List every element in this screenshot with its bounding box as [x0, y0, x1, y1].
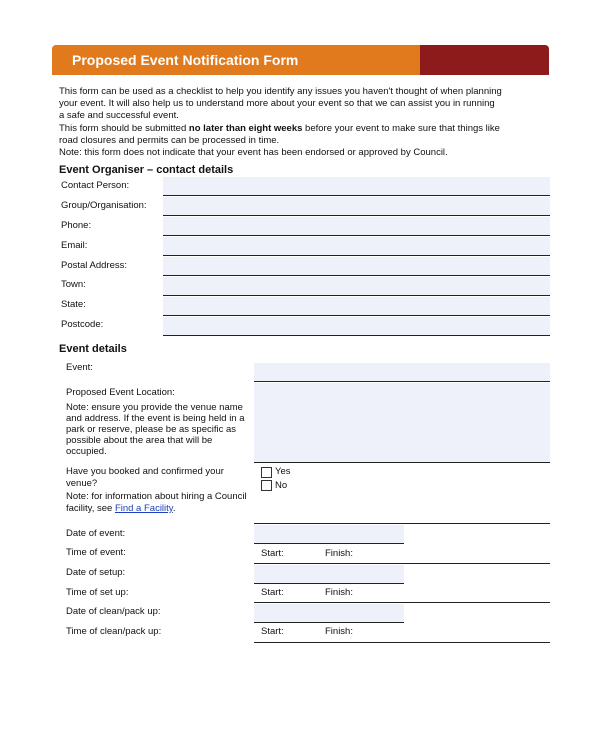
- location-note: occupied.: [66, 446, 107, 457]
- booked-note-text: .: [172, 503, 176, 514]
- label-postal: Postal Address:: [61, 260, 128, 271]
- label-postcode: Postcode:: [61, 319, 104, 330]
- location-note: and address. If the event is being held in a: [66, 413, 245, 424]
- location-note: possible about the area that will be: [66, 435, 213, 446]
- group-organisation-field[interactable]: [163, 197, 550, 216]
- label-date-of-event: Date of event:: [66, 528, 126, 539]
- booked-note-text: facility, see: [66, 503, 115, 514]
- date-of-cleanup-field[interactable]: [254, 604, 404, 623]
- town-field[interactable]: [163, 277, 550, 296]
- label-email: Email:: [61, 240, 88, 251]
- section-title-event-details: Event details: [59, 343, 127, 355]
- label-booked: Have you booked and confirmed your: [66, 466, 224, 477]
- booked-note: [66, 503, 175, 515]
- label-state: State:: [61, 299, 86, 310]
- yes-label: Yes: [275, 466, 291, 477]
- phone-field[interactable]: [163, 217, 550, 236]
- header-banner: [52, 45, 549, 75]
- venue-booking-row: [254, 506, 550, 524]
- label-time-of-event: Time of event:: [66, 547, 126, 558]
- label-date-of-setup: Date of setup:: [66, 567, 126, 578]
- intro-line: [59, 123, 539, 135]
- date-of-event-field[interactable]: [254, 525, 404, 544]
- label-phone: Phone:: [61, 220, 92, 231]
- intro-text-segment: This form should be submitted: [59, 122, 189, 134]
- time-of-cleanup-start-input[interactable]: [289, 624, 319, 643]
- location-note: park or reserve, please be as specific as: [66, 424, 237, 435]
- label-location: Proposed Event Location:: [66, 387, 175, 398]
- email-field[interactable]: [163, 237, 550, 256]
- time-of-setup-finish-input[interactable]: [357, 584, 550, 603]
- event-location-field[interactable]: [254, 383, 550, 463]
- no-label: No: [275, 480, 288, 491]
- finish-label: Finish:: [325, 548, 353, 559]
- intro-line: This form can be used as a checklist to help you identify any issues you haven't thought of when planning: [59, 86, 502, 97]
- intro-line: a safe and successful event.: [59, 110, 179, 122]
- booked-note: Note: for information about hiring a Council: [66, 491, 247, 502]
- location-note: Note: ensure you provide the venue name: [66, 402, 243, 413]
- time-of-cleanup-finish-input[interactable]: [357, 624, 550, 643]
- finish-label: Finish:: [325, 587, 353, 598]
- label-event: Event:: [66, 362, 93, 373]
- banner-red-block: [420, 45, 549, 75]
- time-of-setup-start-input[interactable]: [289, 584, 319, 603]
- event-field[interactable]: [254, 363, 550, 382]
- intro-line: your event. It will also help us to understand more about your event so that we can assist you in running: [59, 98, 495, 110]
- label-time-of-setup: Time of set up:: [66, 587, 129, 598]
- label-group: Group/Organisation:: [61, 200, 147, 211]
- label-date-of-cleanup: Date of clean/pack up:: [66, 606, 161, 617]
- finish-label: Finish:: [325, 626, 353, 637]
- state-field[interactable]: [163, 297, 550, 316]
- no-checkbox[interactable]: [261, 480, 272, 491]
- yes-checkbox[interactable]: [261, 467, 272, 478]
- label-town: Town:: [61, 279, 86, 290]
- label-time-of-cleanup: Time of clean/pack up:: [66, 626, 162, 637]
- intro-line: Note: this form does not indicate that your event has been endorsed or approved by Council.: [59, 147, 448, 159]
- contact-person-field[interactable]: [163, 177, 550, 196]
- start-label: Start:: [261, 626, 284, 637]
- time-of-event-finish-input[interactable]: [357, 545, 550, 564]
- intro-bold-deadline: no later than eight weeks: [188, 122, 303, 134]
- label-contact-person: Contact Person:: [61, 180, 130, 191]
- find-a-facility-link[interactable]: Find a Facility: [114, 503, 173, 514]
- intro-line: road closures and permits can be processed in time.: [59, 134, 280, 146]
- postcode-field[interactable]: [163, 317, 550, 336]
- start-label: Start:: [261, 587, 284, 598]
- start-label: Start:: [261, 548, 284, 559]
- page-title: Proposed Event Notification Form: [72, 52, 299, 68]
- postal-address-field[interactable]: [163, 257, 550, 276]
- time-of-event-start-input[interactable]: [289, 545, 319, 564]
- section-title-organiser: Event Organiser – contact details: [59, 164, 234, 176]
- date-of-setup-field[interactable]: [254, 565, 404, 584]
- intro-text: [59, 86, 539, 159]
- intro-text-segment: before your event to make sure that things like: [302, 122, 500, 134]
- label-booked-line2: venue?: [66, 478, 98, 489]
